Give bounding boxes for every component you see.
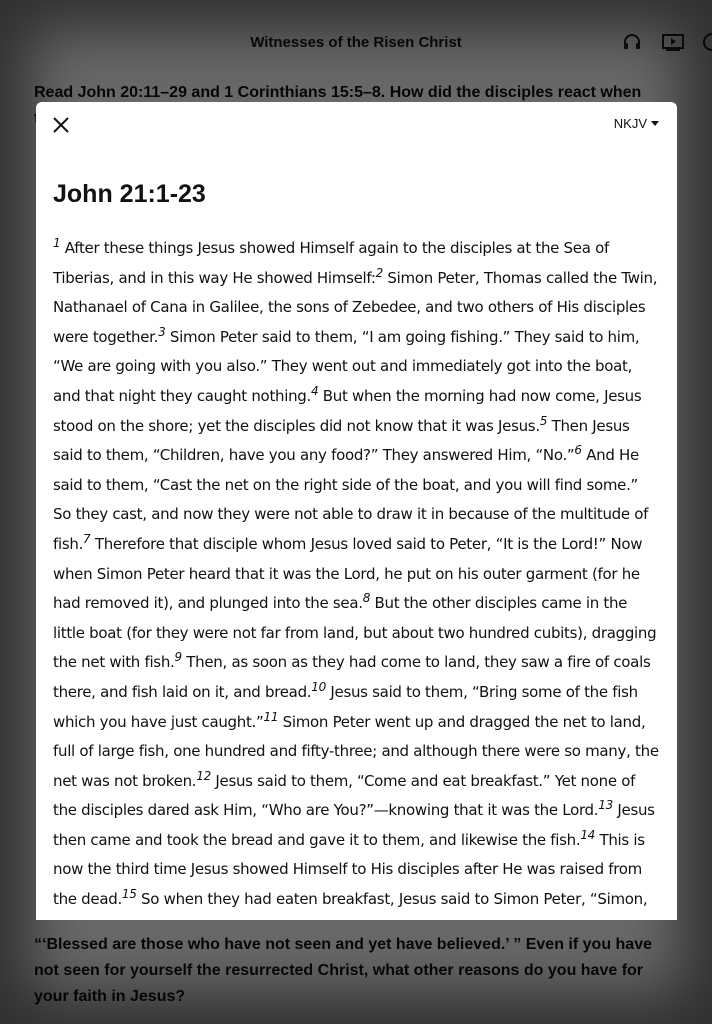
- verse-text: Simon Peter went up and dragged the net to land, full of large fish, one hundred and fifty-three; and although there were so many, the net was not broken.: [53, 712, 659, 790]
- verse-number: 12: [196, 768, 211, 783]
- close-icon[interactable]: [50, 114, 72, 136]
- verse-number: 7: [83, 531, 91, 546]
- verse-text: Then Jesus said to them, “Children, have you any food?” They answered Him, “No.”: [53, 416, 630, 465]
- verse-number: 2: [375, 265, 383, 280]
- verse-number: 3: [158, 324, 166, 339]
- passage-text: [53, 234, 659, 920]
- verse-number: 11: [263, 709, 279, 724]
- verse-number: 14: [580, 827, 596, 842]
- verse-text: Then, as soon as they had come to land, they saw a fire of coals there, and fish laid on it, and bread.: [53, 653, 651, 701]
- verse-number: 9: [174, 650, 182, 665]
- verse-text: But the other disciples came in the little boat (for they were not far from land, but about two hundred cubits), dragging the net with fish.: [53, 594, 657, 672]
- verse-number: 5: [539, 413, 548, 428]
- verse-text: And He said to them, “Cast the net on the right side of the boat, and you will find some.” So they cast, and now they were not able to draw it in because of the multitude of fish.: [53, 446, 649, 553]
- version-dropdown[interactable]: [614, 116, 659, 131]
- verse-text: Jesus said to them, “Bring some of the fish which you have just caught.”: [53, 682, 638, 731]
- verse-number: 4: [311, 383, 319, 398]
- verse-text: Jesus said to them, “Come and eat breakfast.” Yet none of the disciples dared ask Him, “Who are You?”—knowing that it was the Lord.: [53, 771, 636, 820]
- verse-number: 8: [362, 591, 371, 606]
- verse-number: 15: [121, 887, 137, 902]
- verse-text: Jesus then came and took the bread and gave it to them, and likewise the fish.: [53, 801, 655, 849]
- verse-text: So when they had eaten breakfast, Jesus said to Simon Peter, “Simon,: [141, 890, 648, 909]
- verse-text: After these things Jesus showed Himself again to the disciples at the Sea of Tiberias, and in this way He showed Himself:: [53, 239, 609, 287]
- verse-text: This is now the third time Jesus showed Himself to His disciples after He was raised from the dead.: [53, 830, 645, 909]
- verse-number: 6: [574, 443, 582, 458]
- passage-title: John 21:1-23: [53, 180, 206, 208]
- verse-text: Simon Peter said to them, “I am going fishing.” They said to him, “We are going with you also.” They went out and immediately got into the boat, and that night they caught nothing.: [53, 327, 640, 405]
- caret-down-icon: [651, 121, 659, 126]
- verse-number: 10: [311, 679, 326, 694]
- verse-number: 13: [598, 798, 613, 813]
- verse-number: 1: [53, 236, 61, 250]
- verse-text: Therefore that disciple whom Jesus loved said to Peter, “It is the Lord!” Now when Simon Peter heard that it was the Lord, he put on his outer garment (for he had removed it), and plunged into the sea.: [53, 534, 643, 613]
- verse-text: But when the morning had now come, Jesus stood on the shore; yet the disciples did not know that it was Jesus.: [53, 386, 642, 435]
- verse-text: Simon Peter, Thomas called the Twin, Nathanael of Cana in Galilee, the sons of Zebedee, and two others of His disciples were together.: [53, 268, 658, 346]
- version-label: NKJV: [613, 116, 647, 131]
- close-button[interactable]: [50, 114, 72, 136]
- scripture-modal: [36, 102, 677, 920]
